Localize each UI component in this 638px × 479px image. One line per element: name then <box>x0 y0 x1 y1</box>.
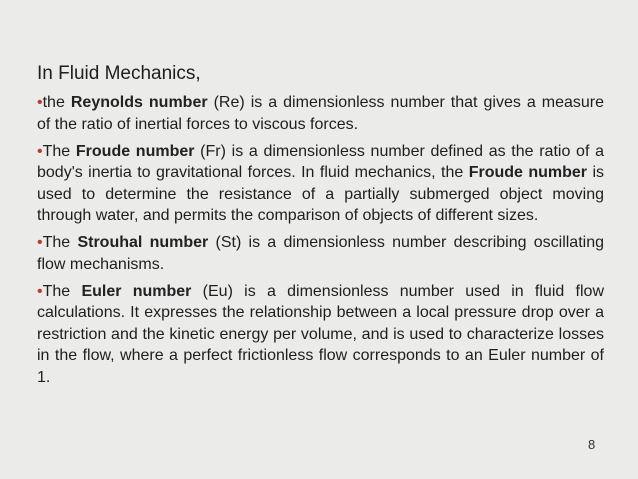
bullet-icon: • <box>37 94 43 111</box>
page-number: 8 <box>588 437 596 452</box>
slide-heading: In Fluid Mechanics, <box>37 63 201 84</box>
froude-text-a: (Fr) is a dimensionless number defined as the ratio of a body's inertia to gravitational forces. In fluid mechanics, the <box>37 142 604 181</box>
reynolds-term: Reynolds number <box>70 94 208 111</box>
bullet-icon: • <box>37 142 43 160</box>
froude-term: Froude number <box>75 142 195 160</box>
reynolds-paragraph <box>37 92 604 135</box>
euler-text: (Eu) is a dimensionless number used in fluid flow calculations. It expresses the relationship between a local pressure drop over a restriction and the kinetic energy per volume, and is used to characterize losses in the flow, where a perfect frictionless flow corresponds to an Euler number of 1. <box>37 282 604 386</box>
slide-content <box>37 62 604 394</box>
froude-paragraph <box>37 141 604 227</box>
reynolds-intro: the <box>42 94 65 111</box>
froude-intro: The <box>42 142 71 160</box>
bullet-icon: • <box>37 234 43 251</box>
strouhal-intro: The <box>42 234 71 251</box>
strouhal-term: Strouhal number <box>77 234 209 251</box>
strouhal-text: (St) is a dimensionless number describing oscillating flow mechanisms. <box>37 234 604 273</box>
froude-text-b: is used to determine the resistance of a partially submerged object moving through water, and permits the comparison of objects of different sizes. <box>37 164 604 224</box>
strouhal-paragraph <box>37 232 604 275</box>
reynolds-text: (Re) is a dimensionless number that gives a measure of the ratio of inertial forces to viscous forces. <box>37 94 605 133</box>
froude-term-2: Froude number <box>468 164 588 181</box>
euler-term: Euler number <box>81 282 192 300</box>
euler-intro: The <box>42 282 71 300</box>
euler-paragraph <box>37 281 604 389</box>
bullet-icon: • <box>37 282 43 300</box>
